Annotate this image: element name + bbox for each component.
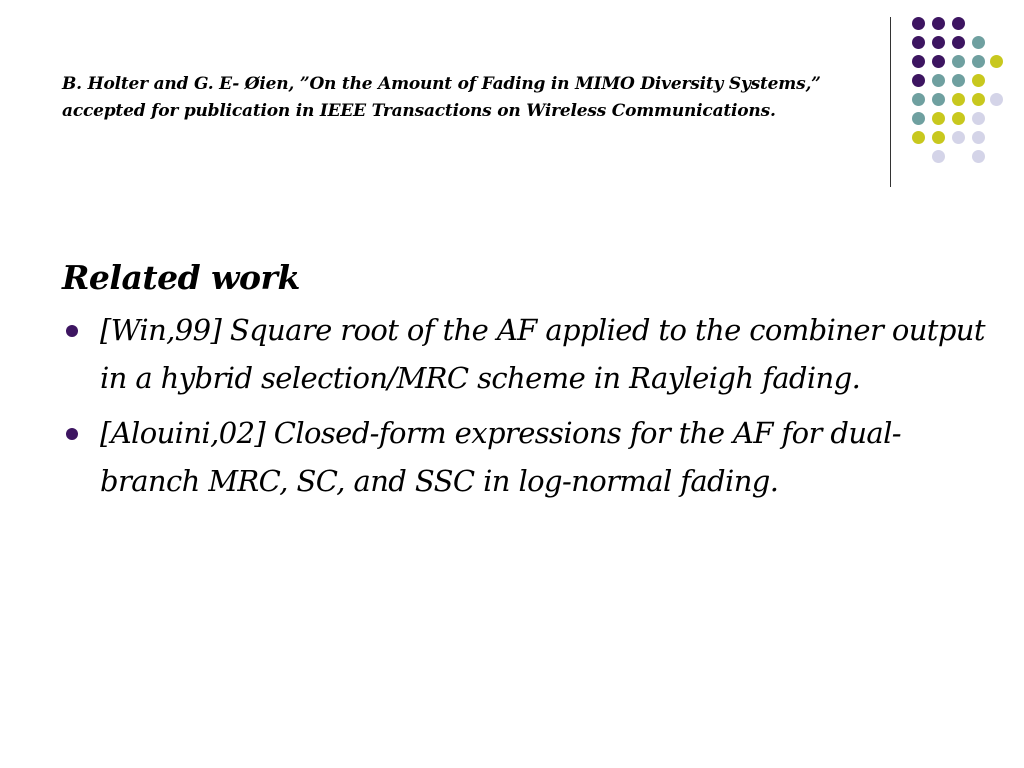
decorative-dot <box>972 36 985 49</box>
decorative-dot <box>912 131 925 144</box>
decorative-dot <box>990 93 1003 106</box>
bullet-dot-icon <box>66 428 78 440</box>
decorative-dot <box>952 93 965 106</box>
decorative-dot <box>932 150 945 163</box>
decorative-dot <box>932 36 945 49</box>
slide-body <box>62 250 992 512</box>
decorative-dot <box>912 36 925 49</box>
bullet-dot-icon <box>66 325 78 337</box>
slide-title: B. Holter and G. E- Øien, ”On the Amount of Fading in MIMO Diversity Systems,” accepted for publication in IEEE Transactions on Wireless Communications. <box>62 74 821 121</box>
bullet-item <box>62 306 992 402</box>
section-heading: Related work <box>62 258 300 297</box>
decorative-dot <box>972 150 985 163</box>
decorative-dot <box>952 36 965 49</box>
decorative-dot <box>912 74 925 87</box>
decorative-dot <box>972 55 985 68</box>
decorative-dot <box>912 55 925 68</box>
bullet-text: [Alouini,02] Closed-form expressions for the AF for dual-branch MRC, SC, and SSC in log-normal fading. <box>100 416 901 498</box>
decorative-dot <box>932 131 945 144</box>
decorative-dot <box>932 55 945 68</box>
decorative-dot <box>972 74 985 87</box>
decorative-dot <box>952 112 965 125</box>
decorative-dot <box>952 17 965 30</box>
decorative-dot <box>972 131 985 144</box>
decorative-dot <box>990 55 1003 68</box>
decorative-dot <box>912 17 925 30</box>
bullet-text: [Win,99] Square root of the AF applied to the combiner output in a hybrid selection/MRC scheme in Rayleigh fading. <box>100 313 985 395</box>
decorative-dot <box>952 74 965 87</box>
bullet-item <box>62 409 992 505</box>
decorative-dot <box>932 93 945 106</box>
decorative-dot <box>952 55 965 68</box>
decorative-dot <box>952 131 965 144</box>
decorative-dot <box>932 17 945 30</box>
bullet-list <box>62 306 992 505</box>
decorative-dot <box>972 93 985 106</box>
decorative-dot <box>912 93 925 106</box>
decorative-dot <box>932 74 945 87</box>
decorative-dot <box>912 112 925 125</box>
title-divider-line <box>890 17 891 187</box>
decorative-dot <box>972 112 985 125</box>
decorative-dot <box>932 112 945 125</box>
